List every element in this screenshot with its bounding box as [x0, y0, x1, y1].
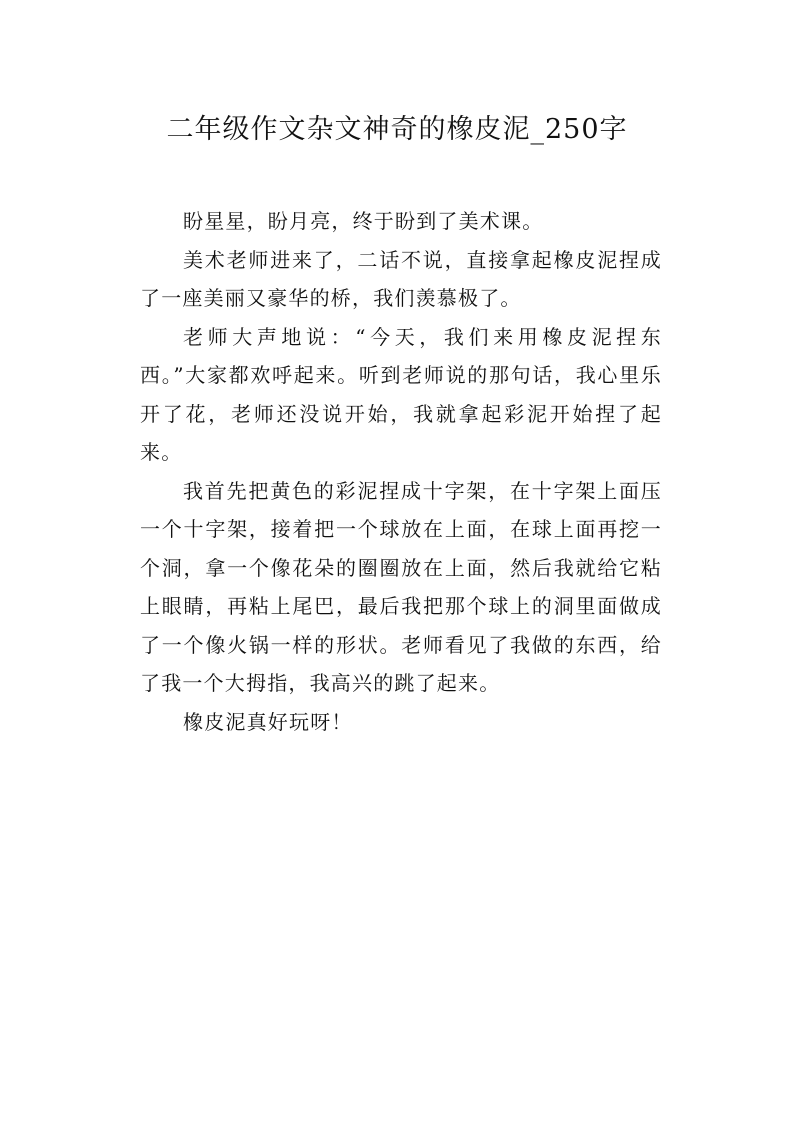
- paragraph-2: 美术老师进来了，二话不说，直接拿起橡皮泥捏成了一座美丽又豪华的桥，我们羡慕极了。: [140, 247, 662, 310]
- paragraph-3: 老师大声地说：“今天，我们来用橡皮泥捏东西。”大家都欢呼起来。听到老师说的那句话，我心里乐开了花，老师还没说开始，我就拿起彩泥开始捏了起来。: [140, 324, 662, 464]
- paragraph-5: 橡皮泥真好玩呀！: [183, 709, 353, 734]
- document-title: 二年级作文杂文神奇的橡皮泥_250字: [166, 114, 628, 145]
- paragraph-4: 我首先把黄色的彩泥捏成十字架，在十字架上面压一个十字架，接着把一个球放在上面，在球上面再挖一个洞，拿一个像花朵的圈圈放在上面，然后我就给它粘上眼睛，再粘上尾巴，最后我把那个球上的洞里面做成了一个像火锅一样的形状。老师看见了我做的东西，给了我一个大拇指，我高兴的跳了起来。: [140, 478, 662, 695]
- paragraph-1: 盼星星，盼月亮，终于盼到了美术课。: [183, 209, 544, 233]
- document-body: [140, 202, 662, 741]
